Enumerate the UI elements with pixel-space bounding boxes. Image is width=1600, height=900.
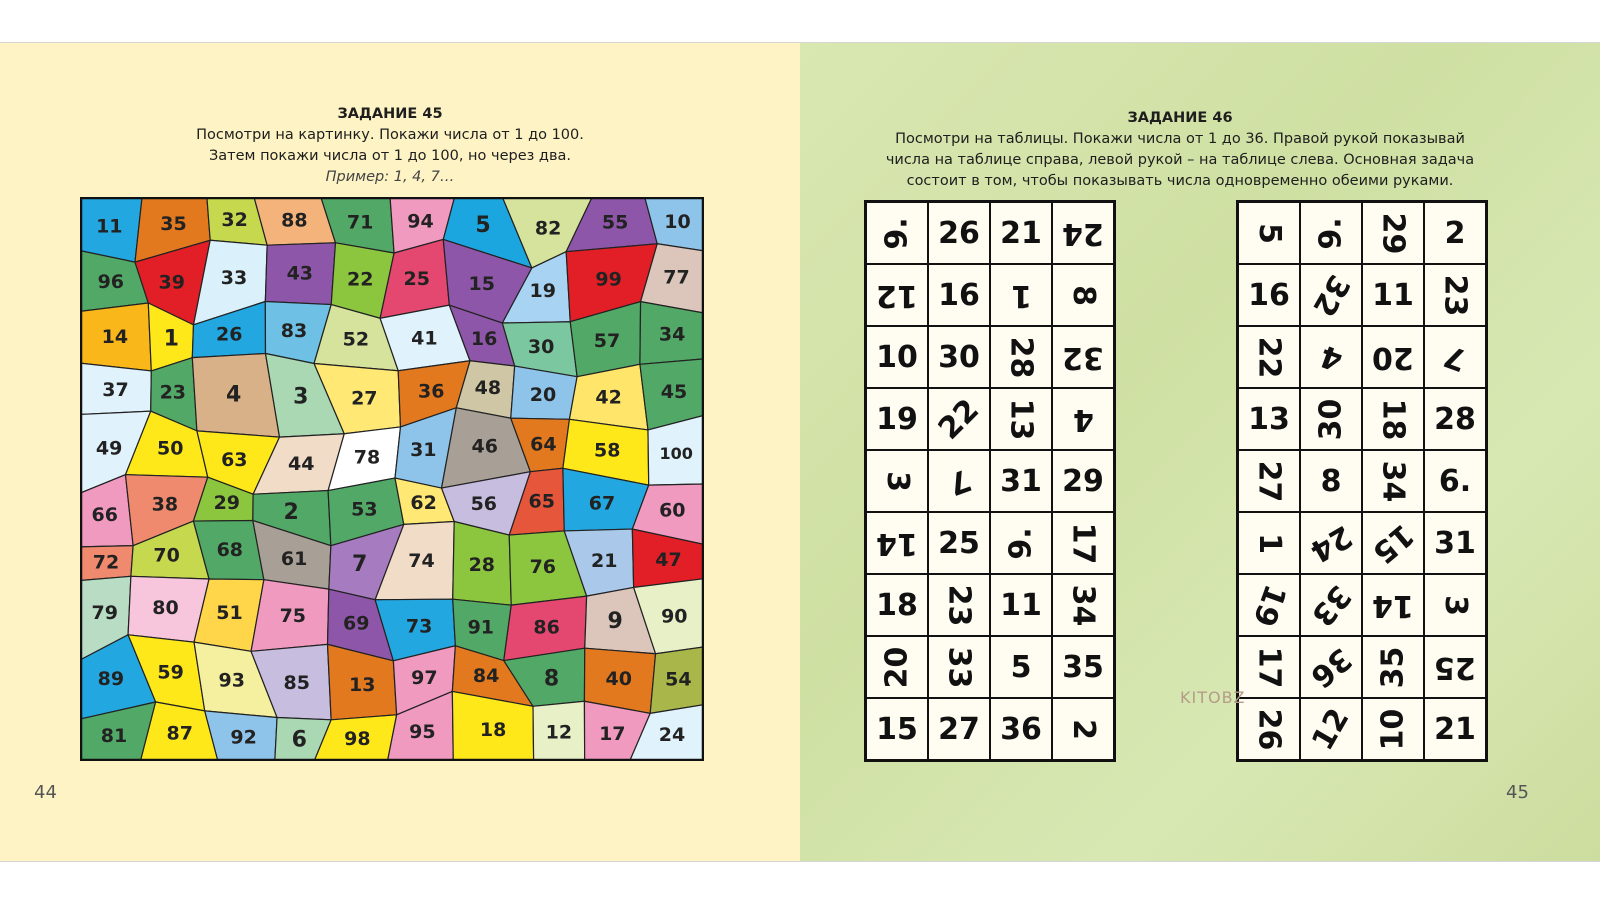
cell-number: 8	[1065, 284, 1101, 306]
mosaic-number: 71	[346, 211, 374, 234]
mosaic-number: 74	[408, 550, 435, 573]
table-cell[interactable]	[1238, 326, 1300, 388]
mosaic-number: 89	[97, 668, 125, 690]
page-number-left: 44	[34, 782, 57, 803]
mosaic-number: 85	[283, 672, 310, 695]
cell-number: 35	[1062, 649, 1104, 685]
mosaic-number: 17	[599, 723, 626, 746]
mosaic-number: 99	[595, 268, 622, 291]
cell-number: 5	[1251, 222, 1287, 244]
mosaic-number: 29	[213, 492, 241, 515]
mosaic-number: 56	[470, 493, 498, 516]
task-45-line2: Затем покажи числа от 1 до 100, но через два.	[208, 148, 572, 164]
mosaic-number: 77	[663, 266, 690, 289]
table-cell[interactable]	[990, 450, 1052, 512]
cell-number: 36	[1303, 640, 1359, 694]
table-cell[interactable]	[928, 574, 990, 636]
cell-number: 7	[1439, 336, 1471, 378]
mosaic-number: 11	[96, 215, 123, 238]
cell-number: 15	[876, 711, 918, 747]
mosaic-number: 73	[405, 615, 433, 638]
table-cell[interactable]	[990, 636, 1052, 698]
table-cell[interactable]	[928, 636, 990, 698]
mosaic-number: 69	[342, 612, 370, 635]
mosaic-number: 9	[607, 608, 623, 634]
page-number-right: 45	[1506, 782, 1529, 803]
cell-number: 25	[1434, 649, 1476, 685]
cell-number: 3	[1437, 594, 1473, 616]
mosaic-number: 44	[287, 452, 315, 475]
cell-number: 35	[1375, 646, 1411, 688]
cell-number: 4	[1315, 336, 1347, 378]
table-cell[interactable]	[1052, 388, 1114, 450]
mosaic-number: 45	[660, 381, 688, 404]
right-number-table	[1236, 200, 1488, 762]
table-cell[interactable]	[1424, 202, 1486, 264]
cell-number: 18	[1375, 398, 1411, 440]
table-cell[interactable]	[990, 202, 1052, 264]
table-cell[interactable]	[1300, 512, 1362, 574]
table-cell[interactable]	[1300, 450, 1362, 512]
cell-number: 6.	[1438, 463, 1472, 499]
mosaic-number: 1	[163, 326, 179, 352]
cell-number: 31	[1434, 525, 1476, 561]
cell-number: 10	[876, 339, 918, 375]
mosaic-number: 90	[661, 605, 688, 628]
mosaic-number: 72	[92, 551, 120, 574]
table-cell[interactable]	[866, 636, 928, 698]
table-cell[interactable]	[866, 388, 928, 450]
table-cell[interactable]	[1300, 698, 1362, 760]
cell-number: 2	[1444, 215, 1466, 251]
task-46-line3: состоит в том, чтобы показывать числа одновременно обеими руками.	[906, 173, 1454, 189]
mosaic-number: 21	[590, 549, 618, 572]
mosaic-number: 68	[216, 539, 244, 562]
cell-number: 20	[879, 646, 915, 688]
mosaic-number: 25	[403, 268, 430, 290]
mosaic-number: 34	[658, 323, 686, 346]
cell-number: 16	[938, 277, 980, 313]
mosaic-number: 15	[468, 272, 495, 295]
cell-number: 31	[1000, 463, 1042, 499]
cell-number: 34	[1065, 584, 1101, 626]
cell-number: 23	[1437, 274, 1473, 316]
cell-number: 22	[1251, 336, 1287, 378]
cell-number: 30	[1313, 398, 1349, 440]
cell-number: 33	[1304, 577, 1358, 633]
watermark: KITOBZ	[1180, 688, 1246, 707]
table-cell[interactable]	[990, 574, 1052, 636]
mosaic-number: 66	[91, 504, 118, 527]
table-cell[interactable]	[990, 388, 1052, 450]
mosaic-number: 95	[409, 721, 436, 744]
cell-number: 19	[1245, 579, 1293, 631]
task-46-line2: числа на таблице справа, левой рукой – на таблице слева. Основная задача	[885, 152, 1475, 168]
table-cell[interactable]	[1300, 326, 1362, 388]
table-cell[interactable]	[1362, 388, 1424, 450]
cell-number: 4	[1072, 401, 1094, 437]
table-cell[interactable]	[1300, 388, 1362, 450]
cell-number: 17	[1065, 522, 1101, 564]
table-cell[interactable]	[1362, 202, 1424, 264]
table-cell[interactable]	[990, 264, 1052, 326]
mosaic-number: 67	[588, 492, 616, 515]
cell-number: 26	[1251, 708, 1287, 750]
mosaic-number: 27	[351, 387, 378, 410]
task-45-title: ЗАДАНИЕ 45	[337, 106, 443, 122]
task-46-header	[870, 108, 1490, 192]
mosaic-number: 75	[279, 605, 307, 628]
mosaic-number: 18	[479, 718, 507, 741]
mosaic-number: 53	[351, 498, 378, 521]
cell-number: 5	[1010, 649, 1032, 685]
cell-number: 21	[1000, 215, 1042, 251]
table-cell[interactable]	[928, 698, 990, 760]
table-cell[interactable]	[928, 264, 990, 326]
cell-number: 29	[1062, 463, 1104, 499]
mosaic-number: 80	[152, 597, 179, 620]
mosaic-number: 91	[467, 616, 495, 639]
table-cell[interactable]	[928, 388, 990, 450]
mosaic-number: 97	[411, 667, 438, 690]
table-cell[interactable]	[1362, 512, 1424, 574]
mosaic-number: 64	[530, 433, 557, 456]
table-cell[interactable]	[866, 264, 928, 326]
table-cell[interactable]	[866, 574, 928, 636]
mosaic-number: 37	[102, 378, 129, 401]
mosaic-number: 6	[291, 727, 307, 753]
task-45-line1: Посмотри на картинку. Покажи числа от 1 до 100.	[196, 127, 584, 143]
mosaic-number: 30	[527, 335, 555, 358]
mosaic-number: 19	[529, 280, 556, 303]
table-cell[interactable]	[1052, 264, 1114, 326]
mosaic-number: 94	[407, 210, 434, 233]
cell-number: 18	[876, 587, 918, 623]
cell-number: 36	[1000, 711, 1042, 747]
table-cell[interactable]	[1300, 202, 1362, 264]
mosaic-number: 70	[153, 544, 180, 567]
cell-number: 32	[1305, 268, 1357, 322]
mosaic-number: 48	[474, 377, 502, 400]
table-cell[interactable]	[928, 326, 990, 388]
mosaic-number: 46	[471, 435, 498, 458]
mosaic-number: 38	[151, 493, 179, 516]
mosaic-number: 41	[411, 327, 438, 350]
mosaic-number: 28	[468, 554, 496, 577]
cell-number: 29	[1375, 212, 1411, 254]
table-cell[interactable]	[1238, 636, 1300, 698]
cell-number: 9.	[1313, 216, 1349, 250]
table-cell[interactable]	[1300, 636, 1362, 698]
table-cell[interactable]	[1362, 326, 1424, 388]
mosaic-number: 76	[529, 555, 557, 578]
left-number-table	[864, 200, 1116, 762]
mosaic-number: 35	[160, 213, 187, 236]
table-cell[interactable]	[1238, 388, 1300, 450]
table-cell[interactable]	[990, 326, 1052, 388]
mosaic-number: 96	[97, 270, 125, 293]
table-cell[interactable]	[1424, 450, 1486, 512]
table-cell[interactable]	[928, 512, 990, 574]
task-46-line1: Посмотри на таблицы. Покажи числа от 1 до 36. Правой рукой показывай	[895, 131, 1465, 147]
table-cell[interactable]	[1052, 698, 1114, 760]
mosaic-number: 60	[659, 499, 686, 522]
cell-number: 16	[1248, 277, 1290, 313]
mosaic-number: 59	[157, 661, 184, 684]
table-cell[interactable]	[1424, 698, 1486, 760]
cell-number: 10	[1375, 708, 1411, 750]
mosaic-number: 16	[470, 327, 498, 350]
table-cell[interactable]	[866, 326, 928, 388]
cell-number: 23	[941, 584, 977, 626]
mosaic-number: 42	[595, 386, 622, 409]
mosaic-number: 13	[348, 674, 376, 696]
cell-number: 28	[1434, 401, 1476, 437]
table-cell[interactable]	[1362, 636, 1424, 698]
mosaic-number: 51	[216, 602, 243, 624]
mosaic-number: 57	[593, 330, 621, 353]
task-45-header	[170, 104, 610, 188]
cell-number: 24	[1304, 517, 1358, 569]
mosaic-number: 88	[281, 209, 308, 232]
table-cell[interactable]	[1300, 574, 1362, 636]
mosaic-number: 20	[529, 384, 557, 407]
cell-number: 9.	[1003, 526, 1039, 560]
mosaic-number: 100	[659, 444, 693, 464]
mosaic-number: 50	[156, 437, 184, 460]
cell-number: 14	[876, 525, 918, 561]
mosaic-number: 43	[286, 262, 314, 285]
mosaic-number: 7	[352, 552, 368, 578]
mosaic-number: 49	[95, 437, 123, 460]
table-cell[interactable]	[866, 698, 928, 760]
table-cell[interactable]	[1052, 512, 1114, 574]
table-cell[interactable]	[1052, 450, 1114, 512]
cell-number: 34	[1375, 460, 1411, 502]
mosaic-number: 93	[218, 669, 245, 692]
cell-number: 27	[1251, 460, 1287, 502]
table-cell[interactable]	[1424, 326, 1486, 388]
cell-number: 27	[938, 711, 980, 747]
task-45-example: Пример: 1, 4, 7…	[325, 169, 455, 185]
cell-number: 9.	[879, 216, 915, 250]
cell-number: 14	[1372, 587, 1414, 623]
cell-number: 25	[938, 525, 980, 561]
mosaic-number: 81	[100, 724, 128, 747]
mosaic-number: 3	[293, 384, 309, 410]
table-cell[interactable]	[866, 512, 928, 574]
mosaic-number: 87	[166, 722, 193, 745]
mosaic-number: 58	[593, 439, 621, 462]
table-cell[interactable]	[1238, 698, 1300, 760]
table-cell[interactable]	[866, 450, 928, 512]
mosaic-number: 84	[472, 665, 500, 687]
mosaic-number: 31	[410, 439, 437, 462]
table-cell[interactable]	[1238, 202, 1300, 264]
table-cell[interactable]	[1300, 264, 1362, 326]
table-cell[interactable]	[1424, 636, 1486, 698]
cell-number: 1	[1010, 277, 1032, 313]
cell-number: 33	[941, 646, 977, 688]
table-cell[interactable]	[1362, 698, 1424, 760]
mosaic-number: 86	[533, 616, 560, 639]
cell-number: 11	[1372, 277, 1414, 313]
mosaic-number: 92	[230, 726, 257, 749]
table-cell[interactable]	[1362, 264, 1424, 326]
mosaic-number: 33	[220, 267, 248, 289]
cell-number: 1	[1251, 532, 1287, 554]
number-mosaic	[80, 197, 704, 761]
mosaic-number: 2	[283, 500, 299, 526]
cell-number: 15	[1365, 516, 1421, 570]
table-cell[interactable]	[1052, 574, 1114, 636]
table-cell[interactable]	[1052, 326, 1114, 388]
cell-number: 20	[1372, 339, 1414, 375]
mosaic-number: 32	[221, 208, 248, 231]
mosaic-number: 52	[342, 328, 370, 351]
cell-number: 24	[1062, 215, 1104, 251]
table-cell[interactable]	[1362, 574, 1424, 636]
cell-number: 12	[876, 277, 918, 313]
mosaic-number: 82	[534, 217, 562, 240]
mosaic-number: 39	[158, 271, 185, 294]
table-cell[interactable]	[990, 698, 1052, 760]
mosaic-number: 22	[346, 268, 374, 291]
mosaic-number: 83	[280, 319, 308, 342]
table-cell[interactable]	[1238, 574, 1300, 636]
mosaic-number: 79	[91, 601, 118, 624]
table-cell[interactable]	[928, 450, 990, 512]
task-46-title: ЗАДАНИЕ 46	[1127, 110, 1233, 126]
mosaic-number: 23	[159, 381, 187, 404]
table-cell[interactable]	[866, 202, 928, 264]
cell-number: 11	[1000, 587, 1042, 623]
table-cell[interactable]	[928, 202, 990, 264]
cell-number: 3	[879, 470, 915, 492]
mosaic-number: 36	[417, 380, 445, 403]
cell-number: 22	[931, 391, 987, 447]
mosaic-number: 10	[664, 211, 691, 234]
cell-number: 13	[1003, 398, 1039, 440]
table-cell[interactable]	[1052, 636, 1114, 698]
mosaic-number: 4	[225, 382, 242, 408]
mosaic-number: 61	[280, 547, 308, 570]
cell-number: 32	[1062, 339, 1104, 375]
mosaic-number: 8	[543, 666, 560, 692]
mosaic-number: 40	[605, 668, 632, 691]
mosaic-number: 5	[475, 212, 491, 238]
cell-number: 2	[1065, 718, 1101, 740]
cell-number: 28	[1003, 336, 1039, 378]
cell-number: 7	[943, 460, 975, 502]
cell-number: 30	[938, 339, 980, 375]
mosaic-number: 78	[353, 446, 381, 469]
table-cell[interactable]	[1424, 574, 1486, 636]
mosaic-number: 62	[410, 492, 437, 514]
mosaic-number: 54	[665, 668, 692, 691]
mosaic-number: 47	[655, 548, 682, 571]
table-cell[interactable]	[990, 512, 1052, 574]
table-cell[interactable]	[1052, 202, 1114, 264]
table-cell[interactable]	[1362, 450, 1424, 512]
cell-number: 13	[1248, 401, 1290, 437]
table-cell[interactable]	[1238, 264, 1300, 326]
table-cell[interactable]	[1424, 512, 1486, 574]
cell-number: 19	[876, 401, 918, 437]
cell-number: 21	[1434, 711, 1476, 747]
cell-number: 17	[1251, 646, 1287, 688]
cell-number: 12	[1305, 702, 1357, 756]
mosaic-number: 26	[215, 323, 243, 346]
mosaic-number: 98	[344, 728, 371, 751]
mosaic-number: 65	[528, 490, 555, 513]
table-cell[interactable]	[1424, 264, 1486, 326]
mosaic-number: 24	[658, 724, 686, 746]
mosaic-number: 63	[221, 448, 248, 471]
mosaic-number: 14	[101, 326, 129, 349]
mosaic-number: 12	[545, 721, 573, 744]
table-cell[interactable]	[1238, 450, 1300, 512]
table-cell[interactable]	[1424, 388, 1486, 450]
cell-number: 8	[1320, 463, 1342, 499]
table-cell[interactable]	[1238, 512, 1300, 574]
cell-number: 26	[938, 215, 980, 251]
mosaic-number: 55	[601, 211, 629, 234]
